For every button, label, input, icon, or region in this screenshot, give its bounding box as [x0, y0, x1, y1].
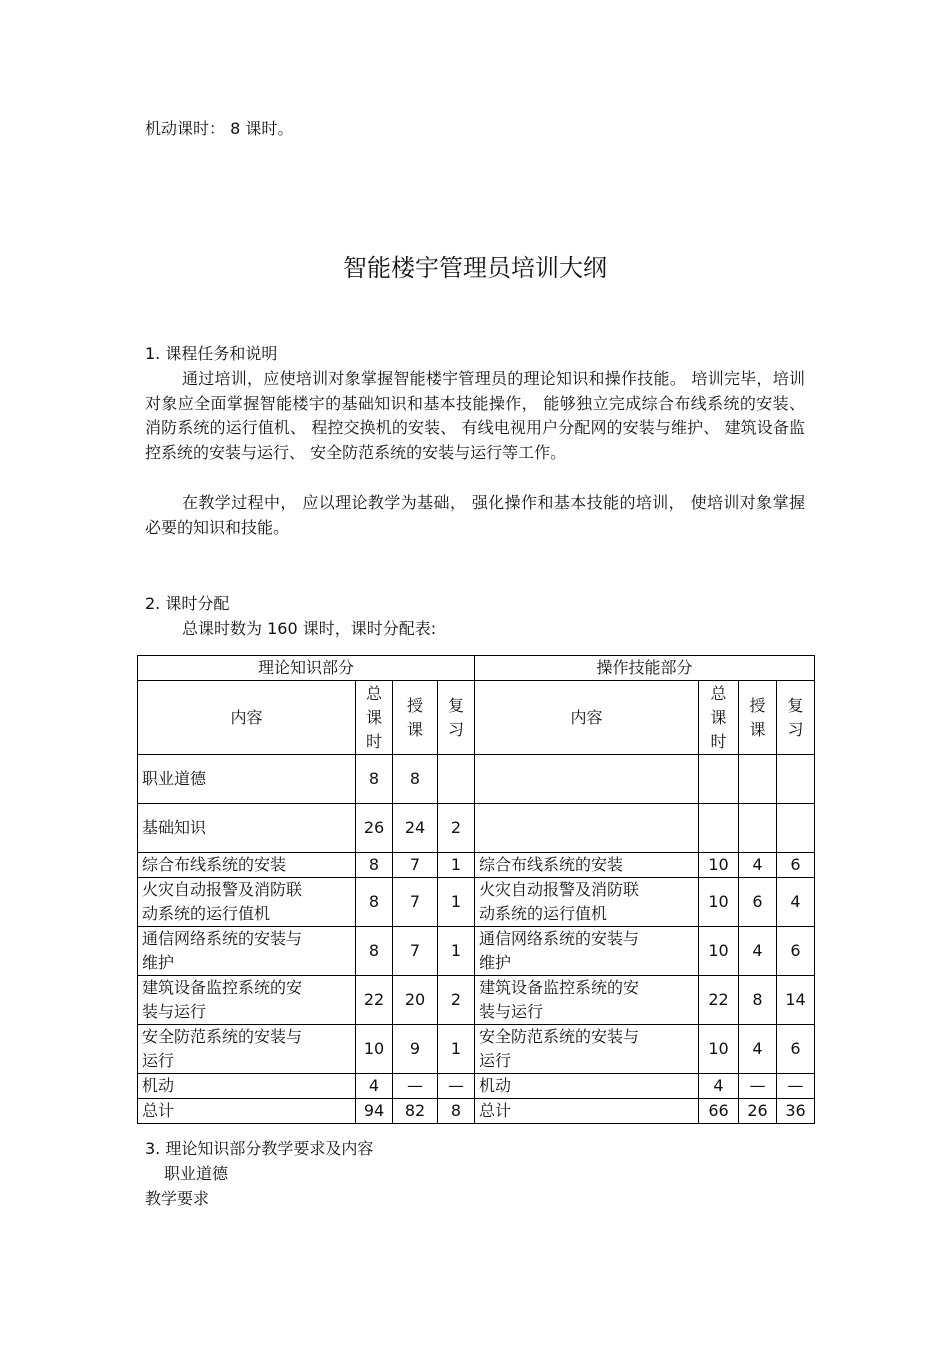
theory-lecture-hours-cell: 20	[393, 976, 438, 1025]
table-row	[138, 927, 815, 976]
theory-review-hours-cell: 1	[438, 853, 475, 878]
theory-review-hours-cell: 8	[438, 1099, 475, 1124]
section3-subheading: 职业道德	[164, 1164, 229, 1183]
skills-total-hours-cell: 10	[699, 1025, 739, 1074]
skills-total-hours-cell: 22	[699, 976, 739, 1025]
column-header-content: 内容	[475, 681, 699, 755]
skills-total-hours-cell: 4	[699, 1074, 739, 1099]
skills-lecture-hours-cell: 26	[739, 1099, 777, 1124]
column-header-review: 复 习	[777, 681, 815, 755]
section3-subheading-2: 教学要求	[145, 1189, 210, 1208]
theory-review-hours-cell: —	[438, 1074, 475, 1099]
skills-total-hours-cell: 10	[699, 878, 739, 927]
skills-content-cell: 机动	[475, 1074, 699, 1099]
table-row	[138, 853, 815, 878]
table-row	[138, 1074, 815, 1099]
table-row	[138, 1099, 815, 1124]
skills-total-hours-cell: 10	[699, 853, 739, 878]
top-note: 机动课时： 8 课时。	[145, 119, 294, 138]
column-header-total-hours: 总 课 时	[356, 681, 393, 755]
theory-content-cell: 职业道德	[138, 755, 356, 804]
skills-review-hours-cell	[777, 804, 815, 853]
theory-lecture-hours-cell: —	[393, 1074, 438, 1099]
table-row	[138, 976, 815, 1025]
skills-lecture-hours-cell: 8	[739, 976, 777, 1025]
table-row	[138, 878, 815, 927]
theory-lecture-hours-cell: 82	[393, 1099, 438, 1124]
skills-lecture-hours-cell: 4	[739, 1025, 777, 1074]
table-row	[138, 804, 815, 853]
skills-total-hours-cell	[699, 804, 739, 853]
column-header-lecture: 授 课	[739, 681, 777, 755]
section1-paragraph-1: 通过培训，应使培训对象掌握智能楼宇管理员的理论知识和操作技能。 培训完毕，培训对象应全面掌握智能楼宇的基础知识和基本技能操作， 能够独立完成综合布线系统的安装、 消防系统的运行值机、 程控交换机的安装、 有线电视用户分配网的安装与维护、 建筑设备监控系统的安装与运行、 安全防范系统的安装与运行等工作。	[145, 369, 805, 462]
hours-allocation-table	[137, 655, 815, 1124]
page-title: 智能楼宇管理员培训大纲	[343, 254, 607, 282]
skills-review-hours-cell: —	[777, 1074, 815, 1099]
column-header-total-hours: 总 课 时	[699, 681, 739, 755]
column-header-review: 复 习	[438, 681, 475, 755]
theory-lecture-hours-cell: 24	[393, 804, 438, 853]
skills-review-hours-cell: 4	[777, 878, 815, 927]
skills-total-hours-cell	[699, 755, 739, 804]
skills-review-hours-cell	[777, 755, 815, 804]
theory-lecture-hours-cell: 8	[393, 755, 438, 804]
theory-review-hours-cell: 1	[438, 927, 475, 976]
section3-heading: 3. 理论知识部分教学要求及内容	[145, 1139, 374, 1158]
theory-lecture-hours-cell: 7	[393, 927, 438, 976]
theory-content-cell: 总计	[138, 1099, 356, 1124]
skills-lecture-hours-cell	[739, 755, 777, 804]
skills-content-cell: 安全防范系统的安装与 运行	[475, 1025, 699, 1074]
skills-review-hours-cell: 6	[777, 853, 815, 878]
theory-total-hours-cell: 4	[356, 1074, 393, 1099]
theory-lecture-hours-cell: 9	[393, 1025, 438, 1074]
theory-content-cell: 火灾自动报警及消防联 动系统的运行值机	[138, 878, 356, 927]
skills-content-cell: 通信网络系统的安装与 维护	[475, 927, 699, 976]
skills-lecture-hours-cell: 6	[739, 878, 777, 927]
theory-content-cell: 通信网络系统的安装与 维护	[138, 927, 356, 976]
skills-lecture-hours-cell: 4	[739, 853, 777, 878]
table-row	[138, 755, 815, 804]
theory-total-hours-cell: 8	[356, 878, 393, 927]
theory-review-hours-cell: 2	[438, 976, 475, 1025]
skills-lecture-hours-cell	[739, 804, 777, 853]
theory-review-hours-cell: 1	[438, 878, 475, 927]
theory-total-hours-cell: 8	[356, 755, 393, 804]
skills-content-cell	[475, 755, 699, 804]
skills-review-hours-cell: 14	[777, 976, 815, 1025]
theory-lecture-hours-cell: 7	[393, 878, 438, 927]
skills-review-hours-cell: 36	[777, 1099, 815, 1124]
theory-content-cell: 基础知识	[138, 804, 356, 853]
skills-content-cell	[475, 804, 699, 853]
theory-content-cell: 安全防范系统的安装与 运行	[138, 1025, 356, 1074]
skills-total-hours-cell: 66	[699, 1099, 739, 1124]
skills-content-cell: 火灾自动报警及消防联 动系统的运行值机	[475, 878, 699, 927]
column-header-lecture: 授 课	[393, 681, 438, 755]
theory-total-hours-cell: 22	[356, 976, 393, 1025]
theory-content-cell: 综合布线系统的安装	[138, 853, 356, 878]
group-header-skills: 操作技能部分	[475, 656, 815, 681]
theory-lecture-hours-cell: 7	[393, 853, 438, 878]
theory-total-hours-cell: 26	[356, 804, 393, 853]
theory-content-cell: 机动	[138, 1074, 356, 1099]
theory-total-hours-cell: 10	[356, 1025, 393, 1074]
skills-review-hours-cell: 6	[777, 1025, 815, 1074]
skills-lecture-hours-cell: —	[739, 1074, 777, 1099]
skills-lecture-hours-cell: 4	[739, 927, 777, 976]
group-header-theory: 理论知识部分	[138, 656, 475, 681]
section1-paragraph-2: 在教学过程中， 应以理论教学为基础， 强化操作和基本技能的培训， 使培训对象掌握必要的知识和技能。	[145, 493, 805, 537]
theory-review-hours-cell	[438, 755, 475, 804]
column-header-content: 内容	[138, 681, 356, 755]
skills-total-hours-cell: 10	[699, 927, 739, 976]
theory-total-hours-cell: 8	[356, 927, 393, 976]
section2-heading: 2. 课时分配	[145, 594, 230, 613]
theory-total-hours-cell: 94	[356, 1099, 393, 1124]
section1-heading: 1. 课程任务和说明	[145, 344, 278, 363]
skills-review-hours-cell: 6	[777, 927, 815, 976]
skills-content-cell: 综合布线系统的安装	[475, 853, 699, 878]
theory-review-hours-cell: 2	[438, 804, 475, 853]
table-row	[138, 1025, 815, 1074]
theory-review-hours-cell: 1	[438, 1025, 475, 1074]
theory-total-hours-cell: 8	[356, 853, 393, 878]
skills-content-cell: 建筑设备监控系统的安 装与运行	[475, 976, 699, 1025]
section2-intro: 总课时数为 160 课时，课时分配表:	[182, 619, 437, 638]
theory-content-cell: 建筑设备监控系统的安 装与运行	[138, 976, 356, 1025]
skills-content-cell: 总计	[475, 1099, 699, 1124]
